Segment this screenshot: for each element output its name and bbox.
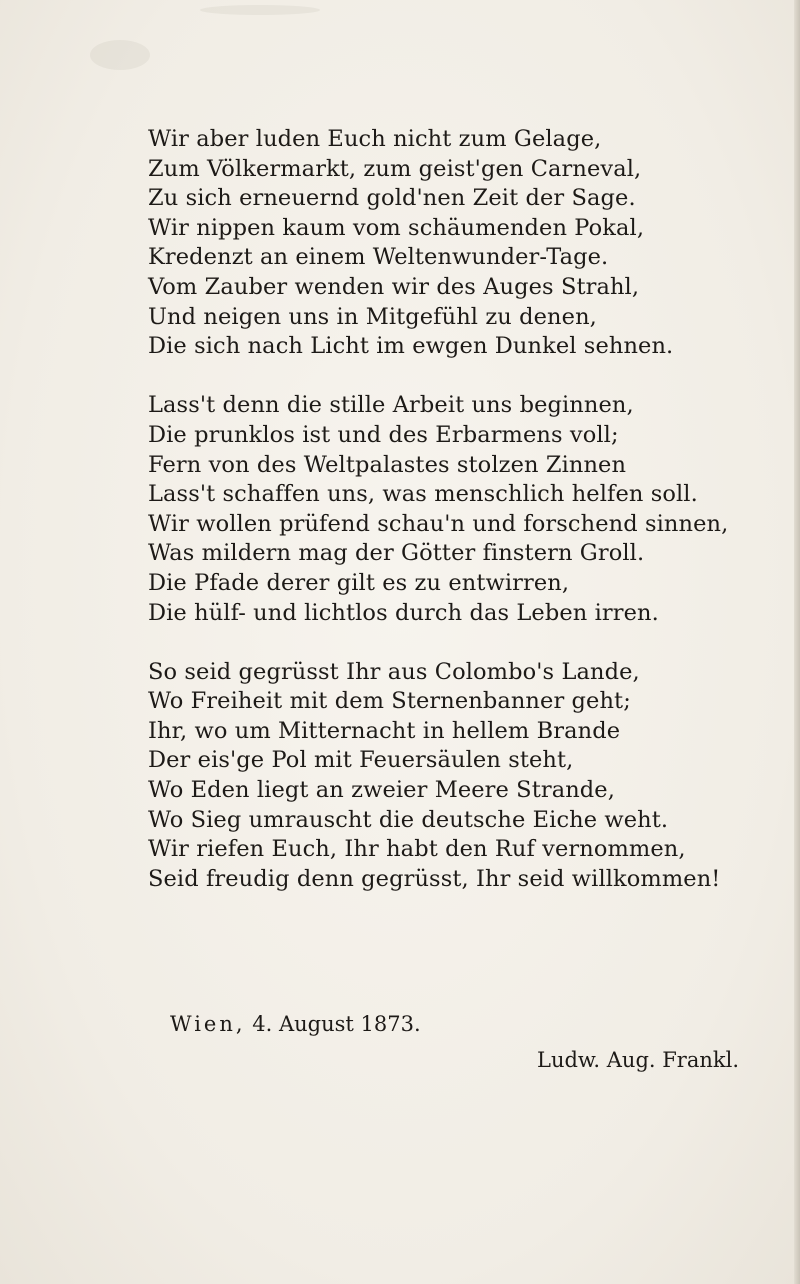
verse-line: Lass't schaffen uns, was menschlich helfen soll. bbox=[148, 481, 698, 508]
verse-line: So seid gegrüsst Ihr aus Colombo's Lande, bbox=[148, 658, 640, 685]
verse-line: Lass't denn die stille Arbeit uns beginnen, bbox=[148, 392, 634, 419]
stanza-3 bbox=[148, 658, 788, 895]
verse-line: Ihr, wo um Mitternacht in hellem Brande bbox=[148, 717, 621, 744]
verse-line: Die sich nach Licht im ewgen Dunkel sehnen. bbox=[148, 333, 674, 360]
verse-line: Fern von des Weltpalastes stolzen Zinnen bbox=[148, 451, 627, 478]
verse-line: Seid freudig denn gegrüsst, Ihr seid willkommen! bbox=[148, 865, 721, 892]
author-signature: Ludw. Aug. Frankl. bbox=[537, 1048, 740, 1072]
verse-line: Wir aber luden Euch nicht zum Gelage, bbox=[148, 126, 602, 152]
verse-line: Was mildern mag der Götter finstern Groll. bbox=[148, 540, 645, 567]
verse-line: Wo Eden liegt an zweier Meere Strande, bbox=[148, 777, 615, 804]
verse-line: Wir nippen kaum vom schäumenden Pokal, bbox=[148, 214, 645, 241]
verse-line: Wir riefen Euch, Ihr habt den Ruf vernommen, bbox=[148, 836, 686, 863]
verse-line: Zu sich erneuernd gold'nen Zeit der Sage. bbox=[148, 185, 636, 212]
paper-smudge bbox=[200, 5, 320, 15]
verse-line: Der eis'ge Pol mit Feuersäulen steht, bbox=[148, 747, 574, 774]
stanza-2 bbox=[148, 391, 788, 628]
page-edge bbox=[794, 0, 800, 1284]
verse-line: Die hülf- und lichtlos durch das Leben irren. bbox=[148, 599, 659, 626]
paper-smudge bbox=[90, 40, 150, 70]
poem bbox=[148, 125, 788, 924]
verse-line: Wo Freiheit mit dem Sternenbanner geht; bbox=[148, 688, 631, 715]
stanza-1 bbox=[148, 125, 788, 362]
dateline bbox=[170, 1012, 421, 1036]
verse-line: Wir wollen prüfend schau'n und forschend sinnen, bbox=[148, 510, 729, 537]
verse-line: Wo Sieg umrauscht die deutsche Eiche weht. bbox=[148, 806, 669, 833]
verse-line: Kredenzt an einem Weltenwunder-Tage. bbox=[148, 244, 609, 271]
verse-line: Vom Zauber wenden wir des Auges Strahl, bbox=[148, 273, 640, 300]
dateline-place: Wien, bbox=[170, 1012, 246, 1036]
verse-line: Zum Völkermarkt, zum geist'gen Carneval, bbox=[148, 155, 642, 182]
verse-line: Und neigen uns in Mitgefühl zu denen, bbox=[148, 303, 597, 330]
verse-line: Die Pfade derer gilt es zu entwirren, bbox=[148, 569, 570, 596]
dateline-date: 4. August 1873. bbox=[252, 1012, 421, 1036]
verse-line: Die prunklos ist und des Erbarmens voll; bbox=[148, 421, 619, 448]
